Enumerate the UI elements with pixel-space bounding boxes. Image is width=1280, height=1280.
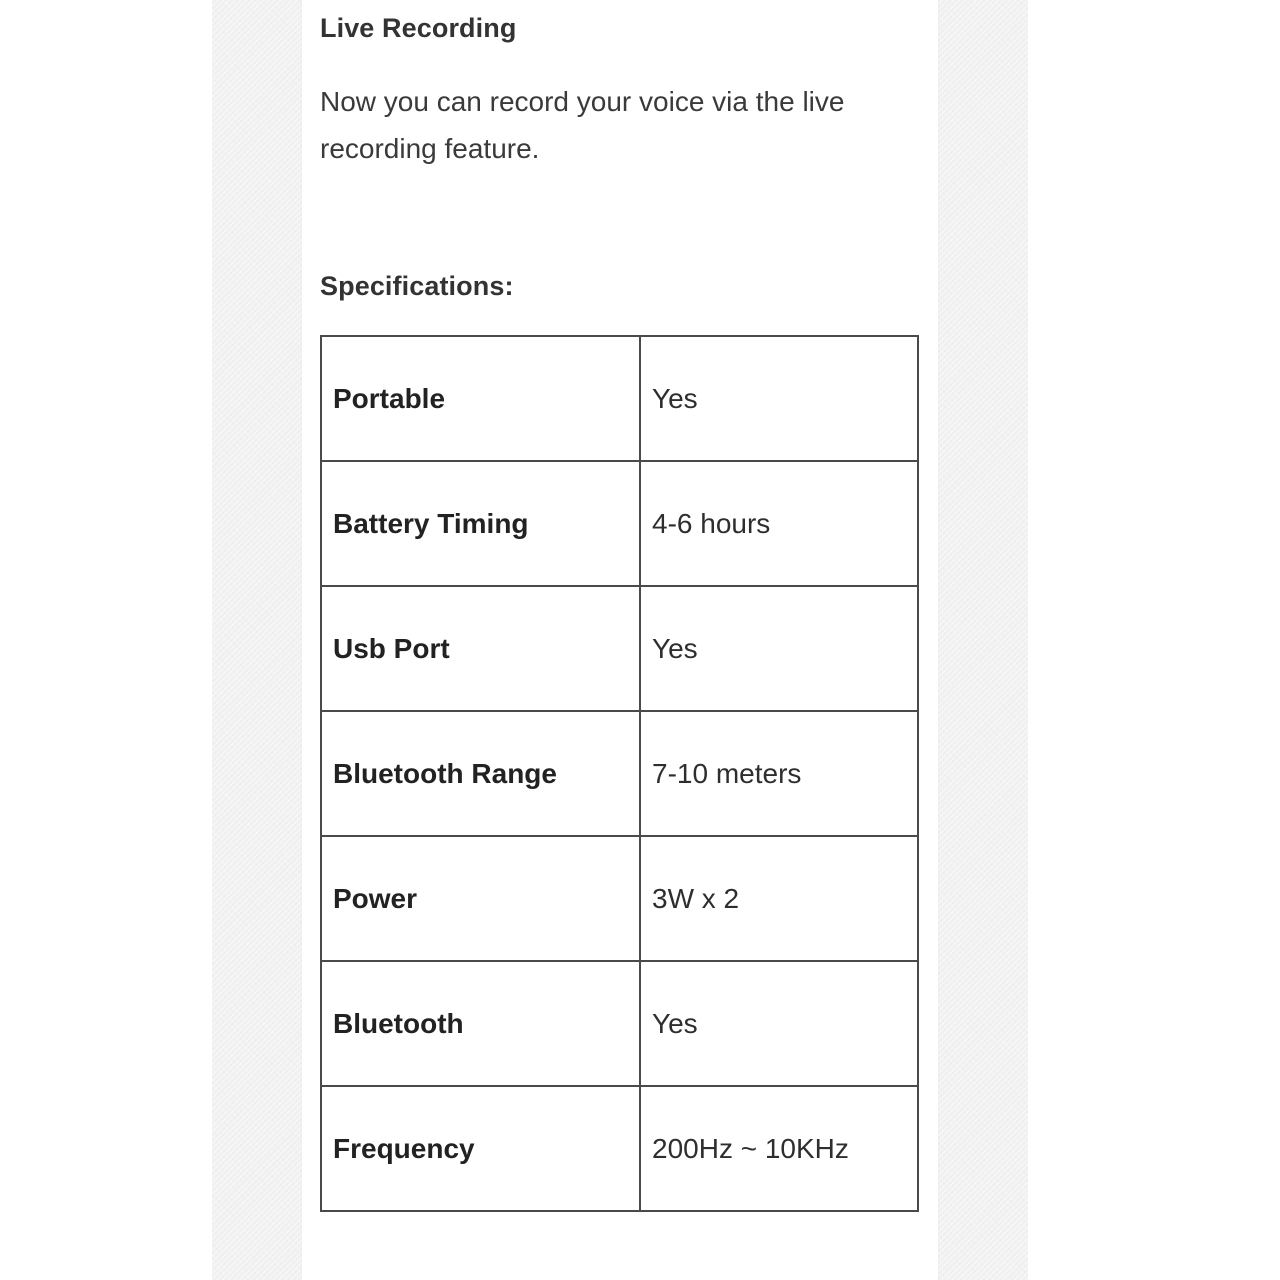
spec-row-bluetooth bbox=[321, 961, 918, 1086]
spec-value: Yes bbox=[640, 586, 918, 711]
spec-value: Yes bbox=[640, 961, 918, 1086]
spec-label: Portable bbox=[321, 336, 640, 461]
spec-label: Usb Port bbox=[321, 586, 640, 711]
live-recording-description: Now you can record your voice via the live recording feature. bbox=[320, 86, 845, 164]
spec-row-battery-timing bbox=[321, 461, 918, 586]
spec-value: 4-6 hours bbox=[640, 461, 918, 586]
spec-label: Frequency bbox=[321, 1086, 640, 1211]
spec-label: Bluetooth Range bbox=[321, 711, 640, 836]
spec-label: Power bbox=[321, 836, 640, 961]
live-recording-heading: Live Recording bbox=[320, 13, 517, 43]
spec-label: Bluetooth bbox=[321, 961, 640, 1086]
specifications-table bbox=[320, 335, 919, 1212]
spec-row-power bbox=[321, 836, 918, 961]
spec-value: 200Hz ~ 10KHz bbox=[640, 1086, 918, 1211]
spec-row-usb-port bbox=[321, 586, 918, 711]
spec-label: Battery Timing bbox=[321, 461, 640, 586]
spec-value: Yes bbox=[640, 336, 918, 461]
spec-value: 7-10 meters bbox=[640, 711, 918, 836]
spec-row-portable bbox=[321, 336, 918, 461]
specifications-heading: Specifications: bbox=[320, 271, 514, 301]
spec-row-bluetooth-range bbox=[321, 711, 918, 836]
spec-value: 3W x 2 bbox=[640, 836, 918, 961]
spec-row-frequency bbox=[321, 1086, 918, 1211]
